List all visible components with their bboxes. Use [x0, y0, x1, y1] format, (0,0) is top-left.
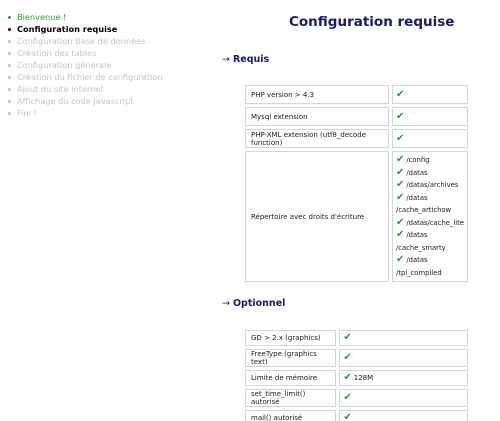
path-text: /datas	[406, 256, 428, 265]
option-label: mail() autorisé	[245, 410, 336, 421]
path-line	[396, 267, 464, 280]
bullet-icon	[8, 100, 11, 103]
step-label: Configuration requise	[17, 24, 118, 34]
step-item-js-code	[8, 95, 163, 107]
step-label: Création du fichier de configuration	[17, 72, 163, 82]
path-text: /datas/cache_lite	[406, 218, 464, 227]
table-row	[245, 107, 468, 126]
section-heading-required	[222, 54, 269, 65]
step-label: Ajout du site internet	[17, 84, 104, 94]
check-icon: ✔	[396, 254, 405, 266]
check-icon: ✔	[396, 216, 405, 228]
check-icon: ✔	[343, 352, 352, 363]
requirement-status	[392, 107, 468, 126]
path-line	[396, 217, 464, 230]
check-icon: ✔	[396, 88, 405, 100]
step-label: Création des tables	[17, 48, 97, 58]
bullet-icon	[8, 112, 11, 115]
step-item-requirements	[8, 23, 163, 35]
bullet-icon	[8, 40, 11, 43]
path-line	[396, 204, 464, 217]
table-row	[245, 129, 468, 148]
path-line	[396, 179, 464, 192]
requirement-label: PHP version > 4.3	[245, 85, 389, 104]
path-text: /datas	[406, 168, 428, 177]
path-text: /datas	[406, 231, 428, 240]
path-text: /cache_artichow	[396, 206, 452, 215]
bullet-icon	[8, 64, 11, 67]
check-icon: ✔	[396, 191, 405, 203]
table-row	[245, 151, 468, 282]
option-label: set_time_limit() autorisé	[245, 389, 336, 407]
page-title: Configuration requise	[289, 14, 455, 30]
memory-limit-value: 128M	[353, 374, 374, 382]
table-row	[245, 330, 468, 346]
path-text: /tpl_compiled	[396, 268, 442, 277]
writable-paths	[392, 151, 468, 282]
section-title: Requis	[232, 54, 270, 65]
requirement-label: PHP-XML extension (utf8_decode function)	[245, 129, 389, 148]
path-text: /datas	[406, 193, 428, 202]
table-row	[245, 85, 468, 104]
path-line	[396, 254, 464, 267]
table-row	[245, 349, 468, 367]
path-text: /cache_smarty	[396, 243, 446, 252]
check-icon: ✔	[396, 132, 405, 144]
step-label: Bienvenue !	[17, 12, 67, 22]
step-label: Affichage du code Javascript	[17, 96, 134, 106]
check-icon: ✔	[396, 154, 405, 166]
step-label: Configuration Base de données	[17, 36, 146, 46]
option-label: Limite de mémoire	[245, 370, 336, 386]
check-icon: ✔	[396, 110, 405, 122]
table-row	[245, 370, 468, 386]
path-line	[396, 242, 464, 255]
optional-table	[242, 327, 471, 421]
step-item-general	[8, 59, 163, 71]
check-icon: ✔	[343, 332, 352, 343]
option-status	[339, 330, 468, 346]
option-status	[339, 389, 468, 407]
step-label: Fini !	[17, 108, 37, 118]
step-item-database	[8, 35, 163, 47]
option-status	[339, 349, 468, 367]
path-line	[396, 167, 464, 180]
requirement-status	[392, 85, 468, 104]
requirement-label: Répertoire avec droits d'écriture	[245, 151, 389, 282]
step-item-config-file	[8, 71, 163, 83]
path-line	[396, 229, 464, 242]
bullet-icon	[8, 88, 11, 91]
step-item-finished	[8, 107, 163, 119]
check-icon: ✔	[343, 372, 352, 383]
option-status	[339, 370, 468, 386]
path-line	[396, 192, 464, 205]
arrow-right-icon: →	[222, 298, 230, 309]
arrow-right-icon: →	[222, 54, 230, 65]
option-label: GD > 2.x (graphics)	[245, 330, 336, 346]
table-row	[245, 389, 468, 407]
bullet-icon	[8, 16, 11, 19]
section-title: Optionnel	[232, 298, 286, 309]
bullet-icon	[8, 52, 11, 55]
option-label: FreeType (graphics text)	[245, 349, 336, 367]
check-icon: ✔	[396, 229, 405, 241]
step-label: Configuration générale	[17, 60, 112, 70]
step-item-add-site	[8, 83, 163, 95]
section-heading-optional	[222, 298, 285, 309]
bullet-icon	[8, 28, 11, 31]
requirement-label: Mysql extension	[245, 107, 389, 126]
path-text: /config	[406, 156, 430, 165]
path-line	[396, 154, 464, 167]
option-status	[339, 410, 468, 421]
install-steps	[8, 11, 163, 119]
check-icon: ✔	[396, 179, 405, 191]
step-item-welcome[interactable]	[8, 11, 163, 23]
required-table	[242, 82, 471, 285]
check-icon: ✔	[343, 412, 352, 421]
requirement-status	[392, 129, 468, 148]
step-item-tables	[8, 47, 163, 59]
check-icon: ✔	[396, 166, 405, 178]
bullet-icon	[8, 76, 11, 79]
table-row	[245, 410, 468, 421]
path-text: /datas/archives	[406, 181, 459, 190]
check-icon: ✔	[343, 392, 352, 403]
